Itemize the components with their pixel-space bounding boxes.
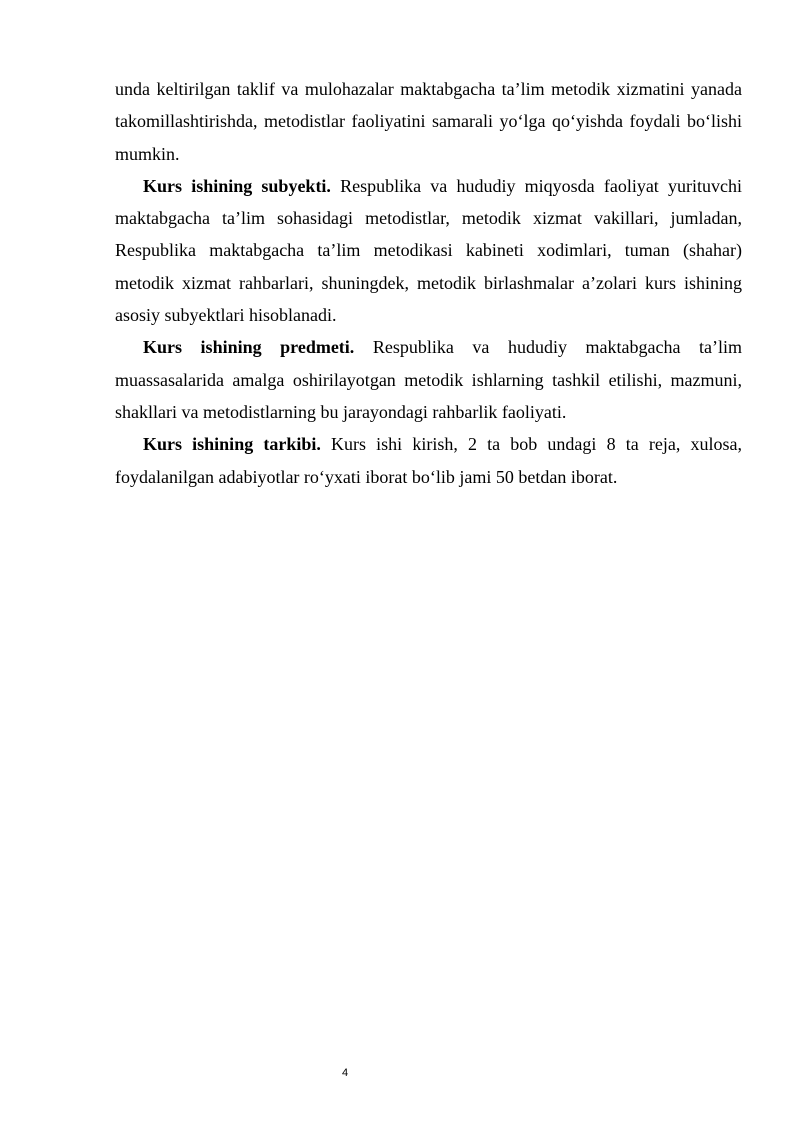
paragraph-intro-continuation (115, 73, 742, 170)
document-body (115, 73, 742, 493)
paragraph-heading: Kurs ishining tarkibi. (143, 434, 321, 455)
paragraph-subject (115, 170, 742, 331)
paragraph-heading: Kurs ishining predmeti. (143, 337, 355, 358)
paragraph-text: Kurs ishi kirish, 2 ta bob undagi 8 ta reja, xulosa, foydalanilgan adabiyotlar ro‘yxati iborat bo‘lib jami 50 betdan iborat. (115, 434, 742, 487)
paragraph-text: Respublika va hududiy maktabgacha ta’lim muassasalarida amalga oshirilayotgan metodik ishlarning tashkil etilishi, mazmuni, shakllari va metodistlarning bu jarayondagi rahbarlik faoliyati. (115, 337, 742, 422)
page-number: 4 (341, 1067, 349, 1079)
paragraph-text: unda keltirilgan taklif va mulohazalar maktabgacha ta’lim metodik xizmatini yanada takomillashtirishda, metodistlar faoliyatini samarali yo‘lga qo‘yishda foydali bo‘lishi mumkin. (115, 79, 742, 164)
paragraph-heading: Kurs ishining subyekti. (143, 175, 331, 196)
paragraph-text: Respublika va hududiy miqyosda faoliyat yurituvchi maktabgacha ta’lim sohasidagi metodistlar, metodik xizmat vakillari, jumladan, Respublika maktabgacha ta’lim metodikasi kabineti xodimlari, tuman (shahar) metodik xizmat rahbarlari, shuningdek, metodik birlashmalar a’zolari kurs ishining asosiy subyektlari hisoblanadi. (115, 175, 742, 326)
paragraph-object (115, 331, 742, 428)
paragraph-structure (115, 428, 742, 493)
